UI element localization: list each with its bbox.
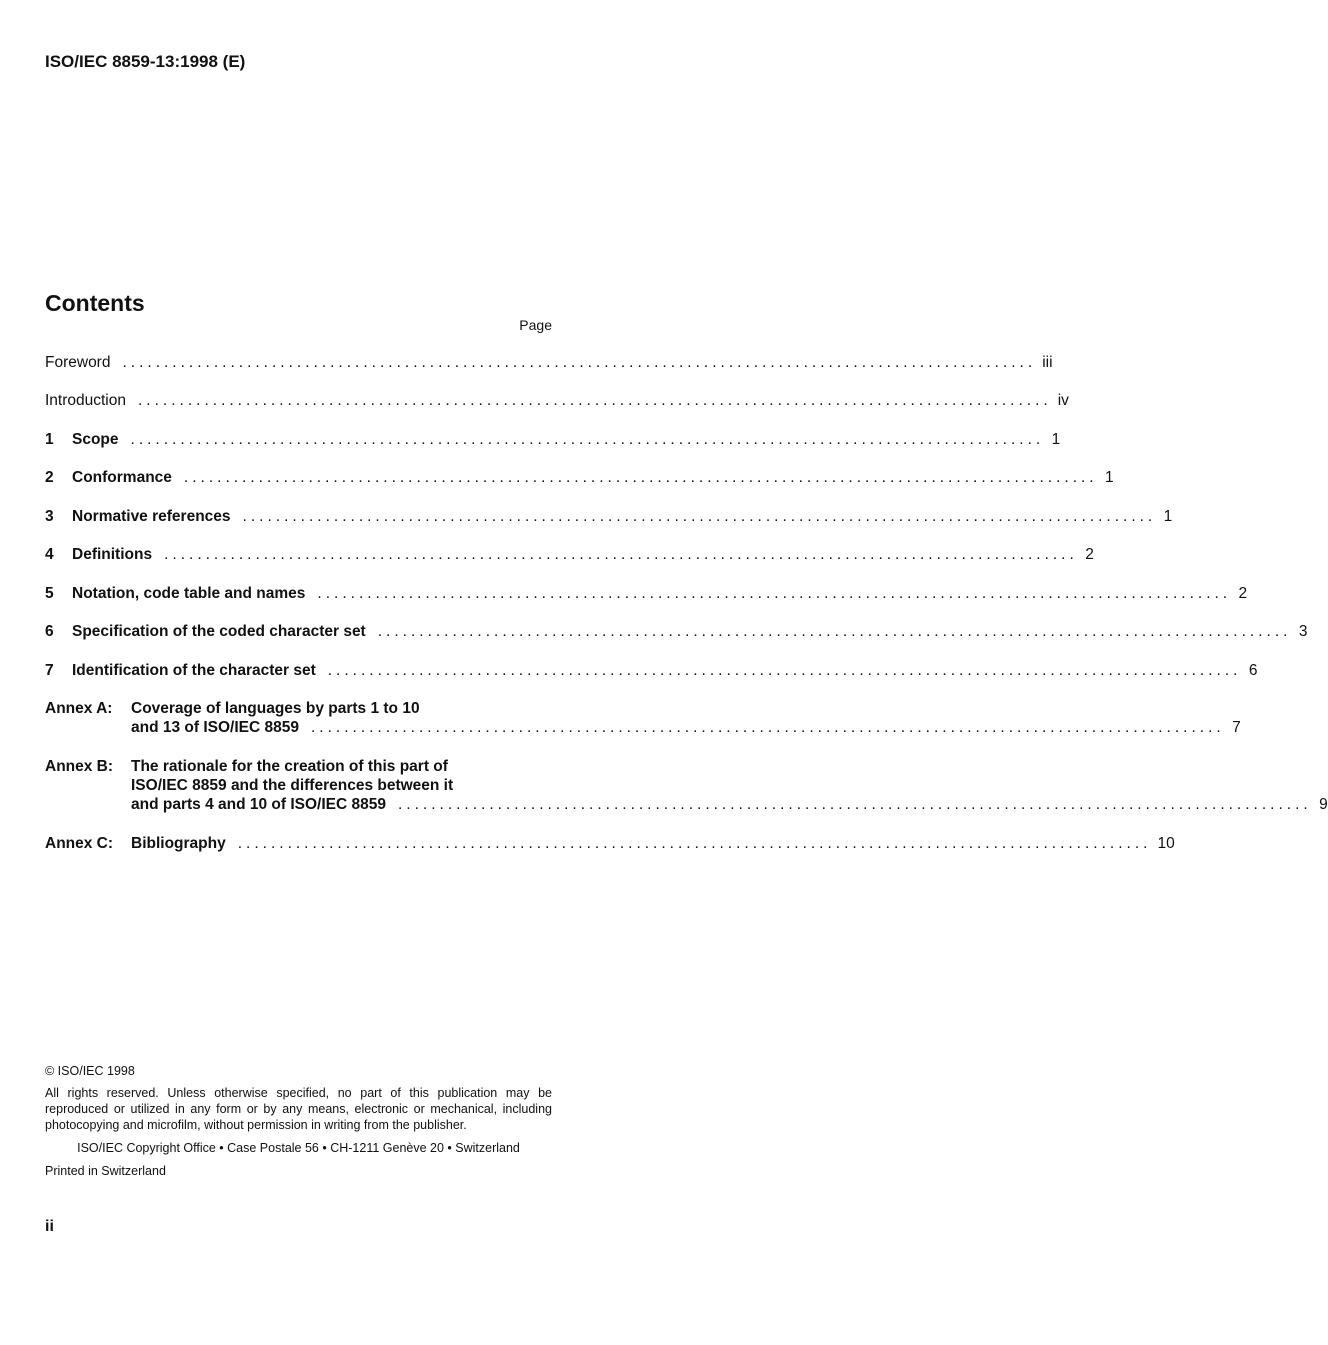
toc-section-number: 6: [45, 623, 54, 640]
toc-section-number: 1: [45, 431, 54, 448]
toc-entry-title: Normative references: [72, 508, 231, 525]
copyright-rights-text: All rights reserved. Unless otherwise specified, no part of this publication may be reproduced or utilized in any form or by any means, electronic or mechanical, including photocopying and microfilm, without permission in writing from the publisher.: [45, 1086, 552, 1132]
toc-page-number: 7: [1232, 719, 1241, 736]
dot-leader: ..............................................................................................................: [242, 508, 1157, 525]
toc-entry-conformance[interactable]: [45, 468, 1114, 487]
toc-entry-title-line: and 13 of ISO/IEC 8859: [131, 719, 299, 736]
toc-page-number: 1: [1105, 469, 1114, 486]
toc-page-number: 6: [1248, 662, 1258, 679]
toc-entry-title: Conformance: [72, 469, 172, 486]
dot-leader: ..............................................................................................................: [397, 796, 1312, 813]
toc-entry-definitions[interactable]: [45, 545, 1094, 564]
toc-page-number: iii: [1042, 354, 1053, 371]
dot-leader: ..............................................................................................................: [377, 623, 1292, 640]
toc-entry-notation[interactable]: [45, 584, 1248, 603]
toc-page-number: iv: [1057, 392, 1069, 409]
toc-page-number: 1: [1051, 431, 1061, 448]
toc-section-number: 4: [45, 546, 54, 563]
toc-entry-title-line: The rationale for the creation of this part of: [131, 758, 448, 775]
toc-entry-title-line: ISO/IEC 8859 and the differences between it: [131, 777, 454, 794]
toc-entry-foreword[interactable]: [45, 353, 1053, 372]
toc-entry-title: Bibliography: [131, 835, 226, 852]
toc-section-number: 3: [45, 508, 54, 525]
dot-leader: ..............................................................................................................: [164, 546, 1078, 563]
toc-entry-title: Introduction: [45, 392, 126, 409]
toc-entry-title-line: and parts 4 and 10 of ISO/IEC 8859: [131, 796, 386, 813]
toc-entry-title: Scope: [72, 431, 119, 448]
toc-page-number: 2: [1085, 546, 1094, 563]
toc-entry-annex-b[interactable]: [45, 757, 1328, 814]
toc-entry-title: Definitions: [72, 546, 153, 563]
toc-page-number: 2: [1238, 585, 1248, 602]
dot-leader: ..............................................................................................................: [317, 585, 1232, 602]
toc-section-number: 2: [45, 469, 54, 486]
page-column-label: Page: [519, 317, 552, 333]
dot-leader: ..............................................................................................................: [138, 392, 1052, 409]
toc-page-number: 3: [1298, 623, 1308, 640]
toc-section-number: 5: [45, 585, 54, 602]
annex-label: Annex B:: [45, 758, 114, 775]
toc-entry-title: Notation, code table and names: [72, 585, 306, 602]
toc-section-number: 7: [45, 662, 54, 679]
toc-entry-title: Specification of the coded character set: [72, 623, 366, 640]
dot-leader: ..............................................................................................................: [183, 469, 1098, 486]
toc-entry-title: Identification of the character set: [72, 662, 316, 679]
dot-leader: ..............................................................................................................: [122, 354, 1037, 371]
contents-heading: Contents: [45, 290, 145, 316]
copyright-office-address: ISO/IEC Copyright Office • Case Postale 56 • CH-1211 Genève 20 • Switzerland: [77, 1141, 520, 1155]
printed-in-note: Printed in Switzerland: [45, 1164, 166, 1178]
toc-entry-annex-c[interactable]: [45, 834, 1175, 853]
dot-leader: ..............................................................................................................: [327, 662, 1242, 679]
toc-entry-identification[interactable]: [45, 661, 1258, 680]
document-code-header: ISO/IEC 8859-13:1998 (E): [45, 52, 246, 71]
toc-entry-specification[interactable]: [45, 622, 1308, 641]
copyright-notice: © ISO/IEC 1998: [45, 1064, 135, 1078]
toc-entry-scope[interactable]: [45, 430, 1061, 449]
toc-entry-normative-references[interactable]: [45, 507, 1173, 526]
toc-entry-introduction[interactable]: [45, 391, 1069, 410]
page-number: ii: [45, 1218, 54, 1235]
annex-label: Annex C:: [45, 835, 114, 852]
toc-page-number: 1: [1163, 508, 1173, 525]
toc-entry-annex-a[interactable]: [45, 699, 1241, 737]
toc-page-number: 9: [1319, 796, 1328, 813]
dot-leader: ..............................................................................................................: [130, 431, 1045, 448]
dot-leader: ..............................................................................................................: [310, 719, 1225, 736]
toc-page-number: 10: [1157, 835, 1175, 852]
annex-label: Annex A:: [45, 700, 113, 717]
toc-entry-title: Foreword: [45, 354, 111, 371]
dot-leader: ..............................................................................................................: [237, 835, 1152, 852]
toc-entry-title-line: Coverage of languages by parts 1 to 10: [131, 700, 420, 717]
